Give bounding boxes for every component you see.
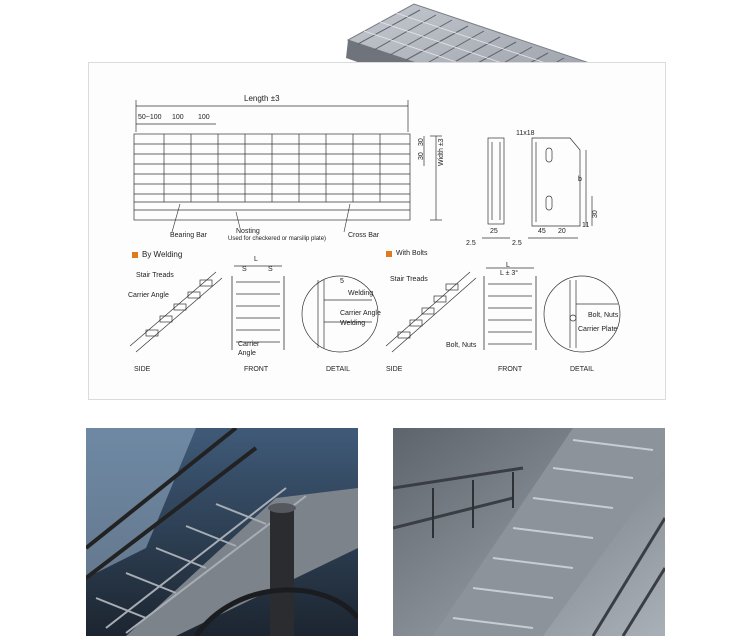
bolts-front-L: L <box>506 262 510 269</box>
width-label: Width ±3 <box>438 138 445 166</box>
welding-carrier-angle: Carrier Angle <box>128 292 169 299</box>
welding-front-carrier-angle: Carrier Angle <box>238 341 260 357</box>
nosting-note: Used for checkered or marsilip plate) <box>228 236 327 242</box>
offset-b-dim: 2.5 <box>512 240 522 247</box>
dim-30: 30 <box>592 210 599 218</box>
bolts-front-L-tol: L ± 3° <box>500 270 519 277</box>
welding-front-S1: S <box>242 266 247 273</box>
dim-45: 45 <box>538 228 546 235</box>
welding-detail-carrier-angle: Carrier Angle <box>340 310 381 317</box>
bolts-detail-caption: DETAIL <box>570 366 594 373</box>
staircase-photo-right <box>393 428 665 636</box>
row-pitch-1: 30 <box>418 152 425 160</box>
by-welding-title: By Welding <box>142 250 183 259</box>
bolts-bolt-nuts: Bolt, Nuts <box>446 342 477 349</box>
staircase-photo-left <box>86 428 358 636</box>
dim-11: 11 <box>582 222 590 229</box>
by-welding-header <box>132 250 182 259</box>
nosting-callout: Nosting <box>236 228 260 235</box>
welding-detail-welding-1: Welding <box>348 290 374 297</box>
dim-b: b <box>578 176 582 183</box>
welding-detail-welding-2: Welding <box>340 320 366 327</box>
welding-front-S2: S <box>268 266 273 273</box>
spacing-label-2: 100 <box>172 114 184 121</box>
bearing-bar-callout: Bearing Bar <box>170 232 207 239</box>
orange-bullet-icon <box>132 252 138 258</box>
plate-thickness-dim: 25 <box>490 228 498 235</box>
welding-side-caption: SIDE <box>134 366 151 373</box>
welding-front-L: L <box>254 256 258 263</box>
bolts-stair-treads: Stair Treads <box>390 276 428 283</box>
bolts-front-caption: FRONT <box>498 366 523 373</box>
welding-stair-treads: Stair Treads <box>136 272 174 279</box>
welding-detail-five: 5 <box>340 278 344 285</box>
spacing-label-1: 50~100 <box>138 114 162 121</box>
slot-dim: 11x18 <box>516 130 535 137</box>
offset-a-dim: 2.5 <box>466 240 476 247</box>
with-bolts-title: With Bolts <box>396 250 428 257</box>
dim-20: 20 <box>558 228 566 235</box>
row-pitch-2: 30 <box>418 138 425 146</box>
bolts-side-caption: SIDE <box>386 366 403 373</box>
welding-front-caption: FRONT <box>244 366 269 373</box>
orange-bullet-icon <box>386 251 392 257</box>
spacing-label-3: 100 <box>198 114 210 121</box>
length-label: Length ±3 <box>244 94 280 103</box>
with-bolts-header <box>386 250 428 257</box>
bolts-detail-carrier-plate: Carrier Plate <box>578 326 618 333</box>
bolts-detail-bolt-nuts: Bolt, Nuts <box>588 312 619 319</box>
cross-bar-callout: Cross Bar <box>348 232 380 239</box>
welding-detail-caption: DETAIL <box>326 366 350 373</box>
